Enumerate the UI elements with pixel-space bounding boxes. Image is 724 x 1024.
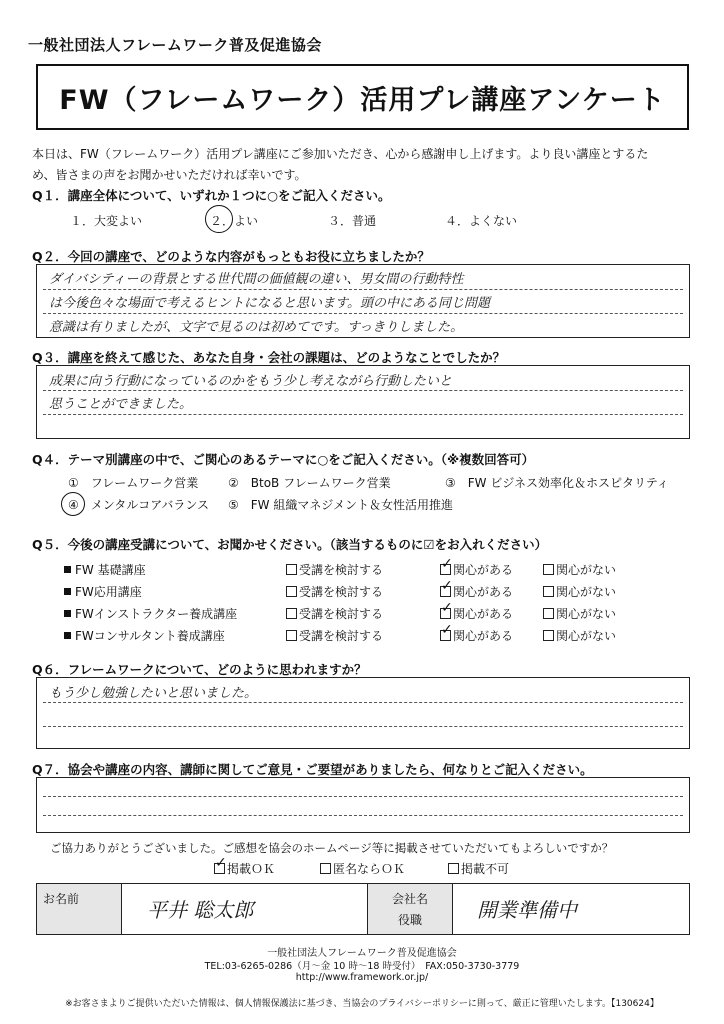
q1-selected-circle: [205, 205, 233, 233]
q6-answer-box[interactable]: [36, 677, 690, 749]
consent-check-mark: ✓: [215, 855, 227, 871]
q6-answer: もう少し勉強したいと思いました。: [49, 686, 258, 701]
q3-label: Q３．講座を終えて感じた、あなた自身・会社の課題は、どのようなことでしたか？: [32, 350, 506, 365]
q5-row-1: [64, 561, 146, 578]
q5-row-2-name: FW応用講座: [75, 585, 142, 599]
q5-row-3-opt2[interactable]: 関心がある: [440, 605, 513, 622]
q5-row-3: [64, 605, 237, 622]
q1-label: Q１．講座全体について、いずれか１つに○をご記入ください。: [32, 188, 391, 203]
q5-row-2-opt1[interactable]: 受講を検討する: [286, 583, 383, 600]
company-value: 開業準備中: [477, 898, 577, 922]
q5-label: Q５．今後の講座受講について、お聞かせください。（該当するものに☑をお入れください）: [32, 537, 548, 552]
q1-option-1[interactable]: １．大変よい: [70, 214, 143, 228]
q1-option-2[interactable]: ２．よい: [210, 214, 259, 228]
q5-row-3-check-mark: ✓: [441, 600, 453, 616]
q5-row-1-opt2[interactable]: 関心がある: [440, 561, 513, 578]
survey-title: FW（フレームワーク）活用プレ講座アンケート: [59, 84, 666, 116]
q5-row-1-check-mark: ✓: [441, 556, 453, 572]
position-label: 役職: [397, 913, 422, 927]
intro-line-1: 本日は、FW（フレームワーク）活用プレ講座にご参加いただき、心から感謝申し上げます。より良い講座とするた: [32, 147, 649, 161]
footer-privacy: ※お客さまよりご提供いただいた情報は、個人情報保護法に基づき、当協会のプライバシーポリシーに則って、厳正に管理いたします。【130624】: [65, 999, 659, 1009]
consent-option-anonymous[interactable]: 匿名ならＯＫ: [320, 860, 405, 877]
footer-url[interactable]: http://www.framework.or.jp/: [295, 972, 429, 983]
q5-row-3-opt3[interactable]: 関心がない: [543, 605, 616, 622]
q3-answer-box[interactable]: [36, 365, 690, 439]
signature-table: [36, 883, 690, 935]
consent-option-no[interactable]: 掲載不可: [448, 860, 509, 877]
organization-name: 一般社団法人フレームワーク普及促進協会: [28, 36, 322, 54]
company-label-cell: [367, 884, 453, 934]
q4-option-2[interactable]: ② BtoB フレームワーク営業: [228, 476, 391, 490]
q2-answer-box[interactable]: [36, 264, 690, 338]
intro-line-2: め、皆さまの声をお聞かせいただければ幸いです。: [32, 168, 307, 182]
footer-org: 一般社団法人フレームワーク普及促進協会: [267, 948, 457, 959]
q5-row-4: [64, 627, 225, 644]
q4-option-4[interactable]: ④ メンタルコアバランス: [68, 498, 209, 512]
q7-label: Q７．協会や講座の内容、講師に関してご意見・ご要望がありましたら、何なりとご記入ください。: [32, 762, 593, 777]
q5-row-4-name: FWコンサルタント養成講座: [75, 629, 225, 643]
survey-title-box: [36, 64, 689, 130]
company-label: 会社名: [391, 892, 428, 906]
q6-label: Q６．フレームワークについて、どのように思われますか？: [32, 662, 367, 677]
q5-row-2-opt3[interactable]: 関心がない: [543, 583, 616, 600]
q7-answer-box[interactable]: [36, 777, 690, 833]
q4-option-5[interactable]: ⑤ FW 組織マネジメント＆女性活用推進: [228, 498, 453, 512]
q1-option-3[interactable]: ３．普通: [328, 214, 377, 228]
q2-answer-line-1: ダイバシティーの背景とする世代間の価値観の違い、男女間の行動特性: [49, 272, 464, 287]
consent-text: ご協力ありがとうございました。ご感想を協会のホームページ等に掲載させていただいてもよろしいですか？: [50, 841, 614, 855]
q3-answer-line-2: 思うことができました。: [49, 397, 193, 412]
q5-row-3-name: FWインストラクター養成講座: [75, 607, 238, 621]
q5-row-4-opt3[interactable]: 関心がない: [543, 627, 616, 644]
q5-row-2-opt2[interactable]: 関心がある: [440, 583, 513, 600]
q4-selected-circle: [61, 492, 85, 516]
q5-row-4-opt1[interactable]: 受講を検討する: [286, 627, 383, 644]
q2-label: Q２．今回の講座で、どのような内容がもっともお役に立ちましたか？: [32, 249, 430, 264]
name-value: 平井 聡太郎: [147, 898, 254, 922]
q5-row-2: [64, 583, 142, 600]
q5-row-1-opt3[interactable]: 関心がない: [543, 561, 616, 578]
q4-option-1[interactable]: ① フレームワーク営業: [68, 476, 199, 490]
footer-contact: TEL:03-6265-0286（月〜金 10 時〜18 時受付） FAX:050-3730-3779: [204, 961, 520, 972]
q5-row-2-check-mark: ✓: [441, 578, 453, 594]
intro-text: [32, 144, 700, 186]
name-label-cell: [37, 884, 122, 934]
q4-option-3[interactable]: ③ FW ビジネス効率化＆ホスピタリティ: [445, 476, 669, 490]
q2-answer-line-2: は今後色々な場面で考えるヒントになると思います。頭の中にある同じ問題: [49, 296, 490, 311]
consent-option-ok[interactable]: 掲載ＯＫ: [214, 860, 275, 877]
q3-answer-line-1: 成果に向う行動になっているのかをもう少し考えながら行動したいと: [49, 374, 453, 389]
q1-option-4[interactable]: ４．よくない: [445, 214, 518, 228]
q5-row-1-opt1[interactable]: 受講を検討する: [286, 561, 383, 578]
q5-row-4-opt2[interactable]: 関心がある: [440, 627, 513, 644]
name-label: お名前: [43, 892, 80, 906]
q5-row-1-name: FW 基礎講座: [75, 563, 146, 577]
q5-row-4-check-mark: ✓: [441, 622, 453, 638]
q2-answer-line-3: 意識は有りましたが、文字で見るのは初めてです。すっきりしました。: [49, 320, 464, 335]
q5-row-3-opt1[interactable]: 受講を検討する: [286, 605, 383, 622]
q4-label: Q４．テーマ別講座の中で、ご関心のあるテーマに○をご記入ください。（※複数回答可）: [32, 452, 535, 467]
